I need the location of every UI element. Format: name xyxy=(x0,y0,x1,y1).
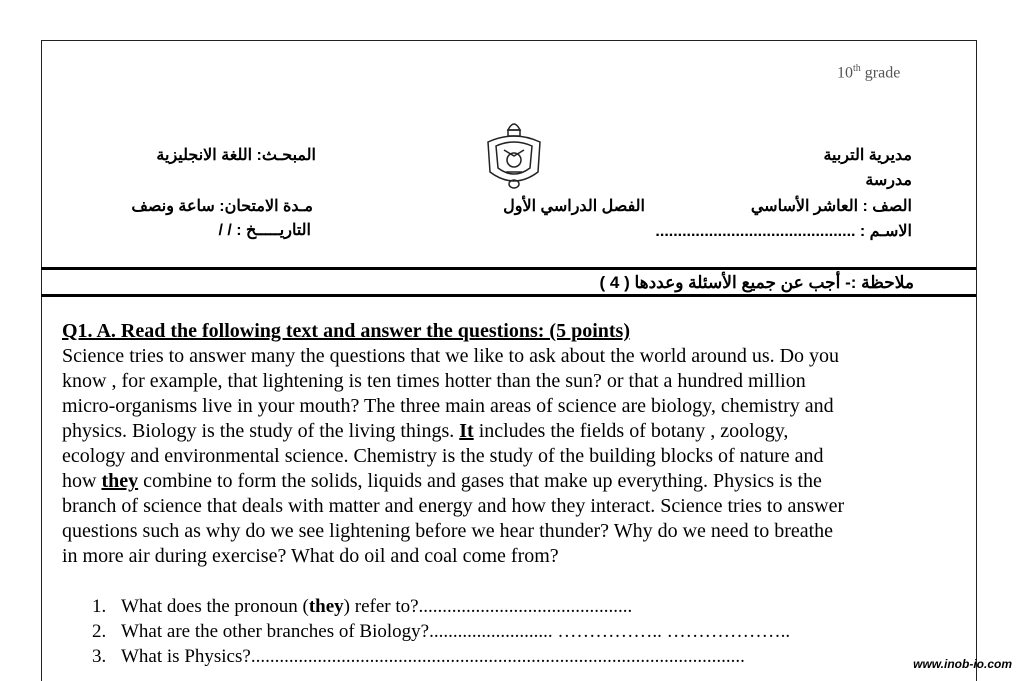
passage-line xyxy=(62,419,844,444)
divider-top xyxy=(41,267,976,270)
reading-passage xyxy=(62,344,844,569)
subject-label: المبحـث: اللغة الانجليزية xyxy=(156,147,316,164)
passage-text: physics. Biology is the study of the living things. xyxy=(62,420,460,442)
duration-label: مـدة الامتحان: ساعة ونصف xyxy=(131,198,313,215)
semester-label: الفصل الدراسي الأول xyxy=(503,198,645,215)
student-name-field: الاسـم : ............................................. xyxy=(655,223,912,240)
highlighted-word: they xyxy=(101,470,139,492)
passage-text: questions such as why do we see lightening before we hear thunder? Why do we need to breathe xyxy=(62,520,834,542)
question-text: What is Physics?........................................................................................................ xyxy=(121,646,745,667)
school-label: مدرسة xyxy=(865,172,912,189)
question-item xyxy=(92,619,790,644)
question-number: 2. xyxy=(92,621,107,642)
passage-text: includes the fields of botany , zoology, xyxy=(473,420,789,442)
passage-line xyxy=(62,369,844,394)
question-item xyxy=(92,644,790,669)
watermark: www.inob-io.com xyxy=(913,657,1012,671)
passage-line xyxy=(62,544,844,569)
passage-line xyxy=(62,519,844,544)
passage-text: know , for example, that lightening is ten times hotter than the sun? or that a hundred million xyxy=(62,370,806,392)
passage-line xyxy=(62,344,844,369)
question-item xyxy=(92,594,790,619)
passage-text: in more air during exercise? What do oil and coal come from? xyxy=(62,545,559,567)
question-answer-line: ) refer to?............................................. xyxy=(343,596,633,617)
passage-text: micro-organisms live in your mouth? The three main areas of science are biology, chemistry and xyxy=(62,395,834,417)
question-bold-word: they xyxy=(308,596,344,617)
coat-of-arms-emblem xyxy=(478,116,550,192)
passage-line xyxy=(62,469,844,494)
passage-text: Science tries to answer many the questions that we like to ask about the world around us. Do you xyxy=(62,345,840,367)
passage-text: how xyxy=(62,470,102,492)
grade-label: 10th grade xyxy=(837,63,901,82)
highlighted-word: It xyxy=(459,420,474,442)
directorate-label: مديرية التربية xyxy=(823,147,912,164)
passage-line xyxy=(62,444,844,469)
question-number: 3. xyxy=(92,646,107,667)
passage-line xyxy=(62,494,844,519)
question-number: 1. xyxy=(92,596,107,617)
question-text: What are the other branches of Biology?.......................... …………….. ……………….. xyxy=(121,621,791,642)
question-list xyxy=(92,594,790,669)
passage-text: ecology and environmental science. Chemistry is the study of the building blocks of nature and xyxy=(62,445,824,467)
question-heading: Q1. A. Read the following text and answer the questions: (5 points) xyxy=(62,320,630,342)
instructions-note: ملاحظة :- أجب عن جميع الأسئلة وعددها ( 4 ) xyxy=(599,273,914,292)
date-label: التاريـــــخ : / / xyxy=(218,222,311,239)
question-text: What does the pronoun ( xyxy=(121,596,309,617)
passage-text: combine to form the solids, liquids and gases that make up everything. Physics is the xyxy=(138,470,822,492)
divider-bottom xyxy=(41,294,976,297)
passage-text: branch of science that deals with matter and energy and how they interact. Science tries to answer xyxy=(62,495,845,517)
class-label: الصف : العاشر الأساسي xyxy=(750,198,912,215)
passage-line xyxy=(62,394,844,419)
